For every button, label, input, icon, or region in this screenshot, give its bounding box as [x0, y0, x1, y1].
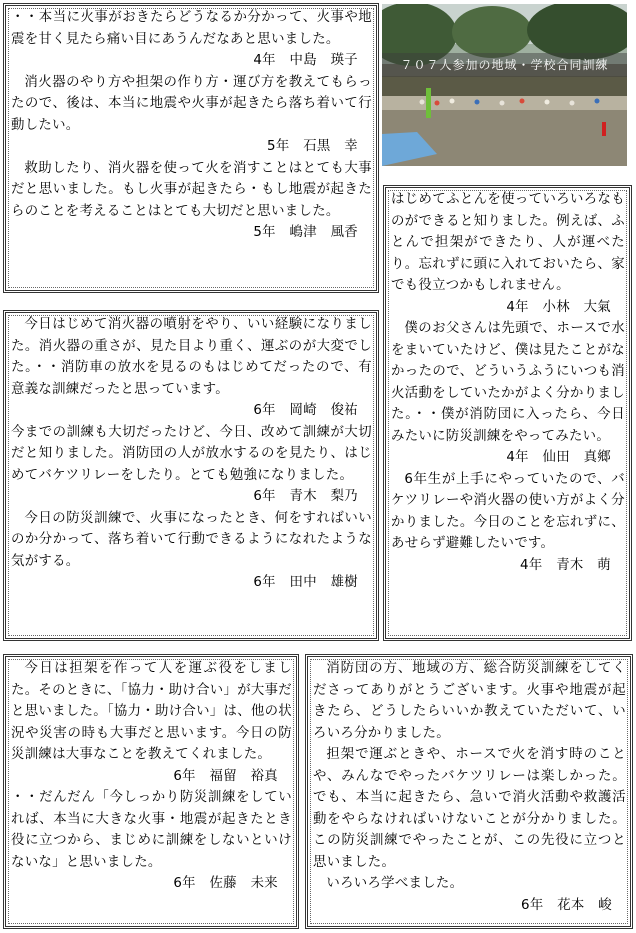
essay-paragraph: 救助したり、消火器を使って火を消すことはとても大事だと思いました。もし火事が起きたら・もし地震が起きたらのことを考えることはとても大切だと思いました。 [11, 160, 372, 219]
essay-box-grade4 [383, 185, 632, 641]
author-signature: 6年 岡崎 俊祐 [253, 403, 358, 418]
event-photo [382, 4, 627, 166]
photo-caption: ７０７人参加の地域・学校合同訓練 [382, 53, 627, 77]
essay-box-grade6-b [3, 654, 299, 929]
author-signature: 6年 佐藤 未来 [173, 876, 278, 891]
author-signature: 6年 田中 雄樹 [253, 575, 358, 590]
essay-text [6, 657, 296, 895]
author-signature: 4年 青木 萌 [520, 557, 611, 573]
essay-paragraph: 僕のお父さんは先頭で、ホースで水をまいていたけど、僕は見たことがなかったので、どういうふうにいつも消火活動をしていたかがよく分かりました。・・僕が消防団に入ったら、今日みたいに防災訓練をやってみたい。 [391, 321, 625, 444]
essay-paragraph: 今までの訓練も大切だったけど、今日、改めて訓練が大切だと知りました。消防団の人が放水するのを見たり、はじめてバケツリレーをしたり。とても勉強になりました。 [11, 424, 372, 483]
author-signature: 6年 福留 裕真 [173, 768, 278, 784]
photo-scene-image [382, 4, 627, 166]
author-signature: 4年 小林 大氣 [506, 299, 611, 315]
essay-text [308, 657, 630, 916]
essay-text [386, 188, 629, 576]
author-signature: 5年 嶋津 風香 [253, 225, 358, 240]
essay-box-grade6-c [305, 654, 633, 929]
essay-paragraph: ・・本当に火事がおきたらどうなるか分かって、火事や地震を甘く見たら痛い目にあうんだなあと思いました。 [11, 10, 372, 47]
author-signature: 6年 花本 峻 [521, 897, 612, 913]
essay-paragraph: はじめてふとんを使っていろいろなものができると知りました。例えば、ふとんで担架ができたり、人が運べたり。忘れずに頭に入れておいたら、家でも役立つかもしれません。 [391, 192, 625, 293]
essay-box-grade6-a [3, 310, 379, 641]
essay-text [6, 313, 376, 594]
essay-paragraph: 今日は担架を作って人を運ぶ役をしました。そのときに、「協力・助け合い」が大事だと思いました。「協力・助け合い」は、他の状況や災害の時も大事だと思います。今日の防災訓練は大事なことを教えてくれました。 [11, 661, 292, 762]
essay-paragraph: 消火器のやり方や担架の作り方・運び方を教えてもらったので、後は、本当に地震や火事が起きたら落ち着いて行動したい。 [11, 74, 372, 133]
essay-paragraph: 今日はじめて消火器の噴射をやり、いい経験になりました。消火器の重さが、見た目より重く、運ぶのが大変でした。・・消防車の放水を見るのもはじめてだったので、有意義な訓練だったと思っています。 [11, 317, 372, 397]
essay-paragraph: 消防団の方、地域の方、総合防災訓練をしてくださってありがとうございます。火事や地震が起きたら、どうしたらいいか教えていただいて、いろいろ分かりました。 [313, 661, 626, 741]
essay-paragraph: 今日の防災訓練で、火事になったとき、何をすればいいのか分かって、落ち着いて行動できるようになれたような気がする。 [11, 510, 372, 569]
essay-text [6, 6, 376, 244]
author-signature: 5年 石黒 幸 [267, 139, 358, 154]
author-signature: 4年 中島 瑛子 [253, 53, 358, 68]
essay-box-grade4-5 [3, 3, 379, 293]
essay-paragraph: 6年生が上手にやっていたので、バケツリレーや消火器の使い方がよく分かりました。今日のことを忘れずに、あせらず避難したいです。 [391, 471, 625, 551]
essay-paragraph: いろいろ学べました。 [326, 876, 464, 891]
essay-paragraph: 担架で運ぶときや、ホースで火を消す時のことや、みんなでやったバケツリレーは楽しかった。でも、本当に起きたら、急いで消火活動や救護活動をやらなければいけないことが分かりました。この防災訓練でやったことが、この先役に立つと思いました。 [313, 747, 626, 870]
author-signature: 6年 青木 梨乃 [253, 489, 358, 504]
author-signature: 4年 仙田 真鄉 [506, 450, 611, 465]
essay-paragraph: ・・だんだん「今しっかり防災訓練をしていれば、本当に大きな火事・地震が起きたとき役に立つから、まじめに訓練をしないといけないな」と思いました。 [11, 790, 292, 870]
